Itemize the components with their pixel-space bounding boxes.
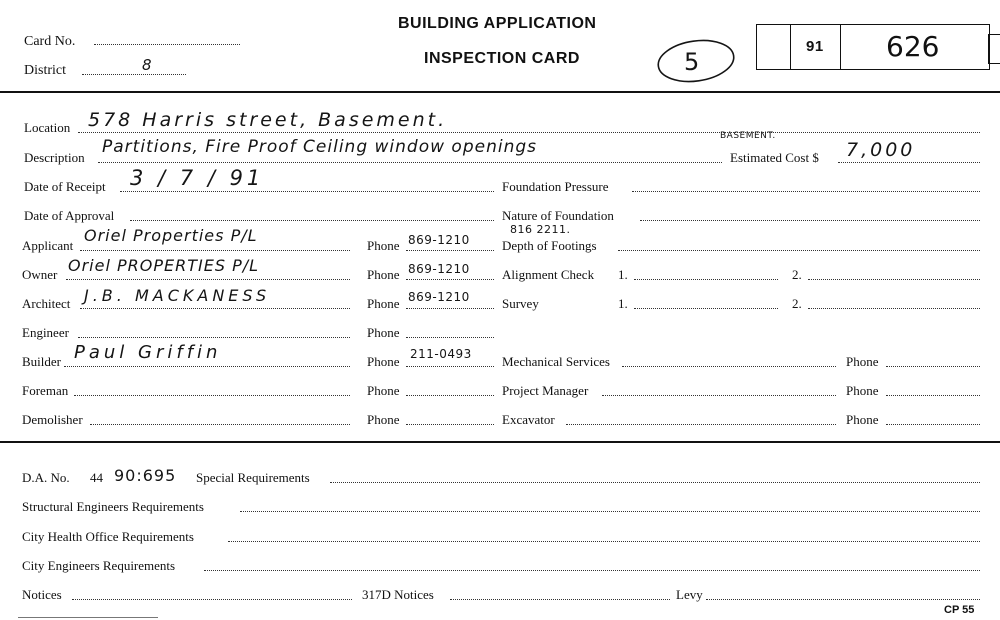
excavator-label: Excavator [502, 412, 555, 427]
engineer-line [78, 337, 350, 338]
description-line [98, 162, 722, 163]
special-requirements-label: Special Requirements [196, 470, 310, 485]
form-subtitle: INSPECTION CARD [424, 50, 580, 67]
foreman-phone-line [406, 395, 494, 396]
survey-line-2 [808, 308, 980, 309]
city-engineers-line [204, 570, 980, 571]
levy-label: Levy [676, 587, 703, 602]
alignment-check-line-2 [808, 279, 980, 280]
estimated-cost-label: Estimated Cost $ [730, 150, 819, 165]
header-rule [0, 91, 1000, 93]
applicant-value: Oriel Properties P/L [84, 226, 258, 245]
demolisher-line [90, 424, 350, 425]
survey-line-1 [634, 308, 778, 309]
box-divider-1 [790, 24, 791, 70]
applicant-line [80, 250, 350, 251]
owner-phone-line [406, 279, 494, 280]
district-value: 8 [142, 56, 153, 74]
excavator-phone-label: Phone [846, 412, 879, 427]
notices-line [72, 599, 352, 600]
alignment-check-num-1: 1. [618, 267, 628, 282]
demolisher-phone-label: Phone [367, 412, 400, 427]
engineer-phone-label: Phone [367, 325, 400, 340]
date-receipt-value: 3 / 7 / 91 [130, 166, 265, 190]
foundation-pressure-line [632, 191, 980, 192]
project-manager-label: Project Manager [502, 383, 589, 398]
alignment-check-num-2: 2. [792, 267, 802, 282]
structural-line [240, 511, 980, 512]
architect-phone-label: Phone [367, 296, 400, 311]
mechanical-label: Mechanical Services [502, 354, 610, 369]
nature-foundation-line [640, 220, 980, 221]
builder-phone-label: Phone [367, 354, 400, 369]
description-value: Partitions, Fire Proof Ceiling window openings [102, 137, 537, 157]
estimated-cost-line [838, 162, 980, 163]
owner-phone-label: Phone [367, 267, 400, 282]
survey-label: Survey [502, 296, 539, 311]
nature-foundation-label: Nature of Foundation [502, 208, 614, 223]
demolisher-phone-line [406, 424, 494, 425]
architect-label: Architect [22, 296, 71, 311]
owner-phone: 869-1210 [408, 262, 470, 276]
owner-value: Oriel PROPERTIES P/L [68, 256, 260, 275]
mechanical-phone-line [886, 366, 980, 367]
estimated-cost-value: 7,000 [846, 139, 916, 161]
applicant-phone-line [406, 250, 494, 251]
notices-317d-line [450, 599, 670, 600]
bottom-edge-mark [18, 617, 158, 618]
date-approval-label: Date of Approval [24, 208, 115, 223]
engineer-phone-line [406, 337, 494, 338]
applicant-phone-alt: 816 2211. [510, 223, 571, 236]
card-number-box [756, 24, 990, 70]
da-value-printed: 44 [90, 470, 103, 485]
city-engineers-label: City Engineers Requirements [22, 558, 176, 573]
applicant-label: Applicant [22, 238, 74, 253]
demolisher-label: Demolisher [22, 412, 83, 427]
alignment-check-label: Alignment Check [502, 267, 595, 282]
builder-phone: 211-0493 [410, 347, 472, 361]
owner-line [66, 279, 350, 280]
foreman-label: Foreman [22, 383, 69, 398]
card-no-label: Card No. [24, 34, 76, 49]
description-label: Description [24, 150, 85, 165]
mechanical-line [622, 366, 836, 367]
mechanical-phone-label: Phone [846, 354, 879, 369]
notices-label: Notices [22, 587, 62, 602]
applicant-phone-label: Phone [367, 238, 400, 253]
excavator-line [566, 424, 836, 425]
date-approval-line [130, 220, 494, 221]
da-value-written: 90:695 [114, 466, 177, 485]
depth-footings-label: Depth of Footings [502, 238, 597, 253]
district-line [82, 74, 186, 75]
form-code: CP 55 [944, 604, 975, 616]
project-manager-phone-label: Phone [846, 383, 879, 398]
survey-num-2: 2. [792, 296, 802, 311]
architect-phone: 869-1210 [408, 290, 470, 304]
architect-line [80, 308, 350, 309]
circled-number: 5 [684, 48, 700, 76]
builder-line [64, 366, 350, 367]
location-label: Location [24, 120, 71, 135]
survey-num-1: 1. [618, 296, 628, 311]
project-manager-line [602, 395, 836, 396]
description-note: BASEMENT. [720, 131, 776, 141]
form-title: BUILDING APPLICATION [398, 15, 597, 32]
card-edge-mark [988, 34, 1000, 64]
foreman-line [74, 395, 350, 396]
district-label: District [24, 63, 66, 78]
health-label: City Health Office Requirements [22, 529, 194, 544]
card-no-line [94, 44, 240, 45]
project-manager-phone-line [886, 395, 980, 396]
depth-footings-line [618, 250, 980, 251]
architect-value: J.B. MACKANESS [84, 286, 271, 305]
builder-value: Paul Griffin [74, 342, 222, 363]
foundation-pressure-label: Foundation Pressure [502, 179, 609, 194]
owner-label: Owner [22, 267, 58, 282]
card-number: 626 [886, 30, 940, 63]
box-divider-2 [840, 24, 841, 70]
structural-label: Structural Engineers Requirements [22, 499, 204, 514]
excavator-phone-line [886, 424, 980, 425]
special-requirements-line [330, 482, 980, 483]
notices-317d-label: 317D Notices [362, 587, 434, 602]
date-receipt-line [120, 191, 494, 192]
location-line [78, 132, 980, 133]
applicant-phone: 869-1210 [408, 233, 470, 247]
levy-line [706, 599, 980, 600]
builder-phone-line [406, 366, 494, 367]
architect-phone-line [406, 308, 494, 309]
circled-number-mark [656, 36, 742, 86]
location-value: 578 Harris street, Basement. [88, 109, 448, 131]
health-line [228, 541, 980, 542]
foreman-phone-label: Phone [367, 383, 400, 398]
card-number-prefix: 91 [806, 38, 824, 55]
date-receipt-label: Date of Receipt [24, 179, 106, 194]
alignment-check-line-1 [634, 279, 778, 280]
section-rule [0, 441, 1000, 443]
builder-label: Builder [22, 354, 61, 369]
engineer-label: Engineer [22, 325, 69, 340]
da-label: D.A. No. [22, 470, 70, 485]
